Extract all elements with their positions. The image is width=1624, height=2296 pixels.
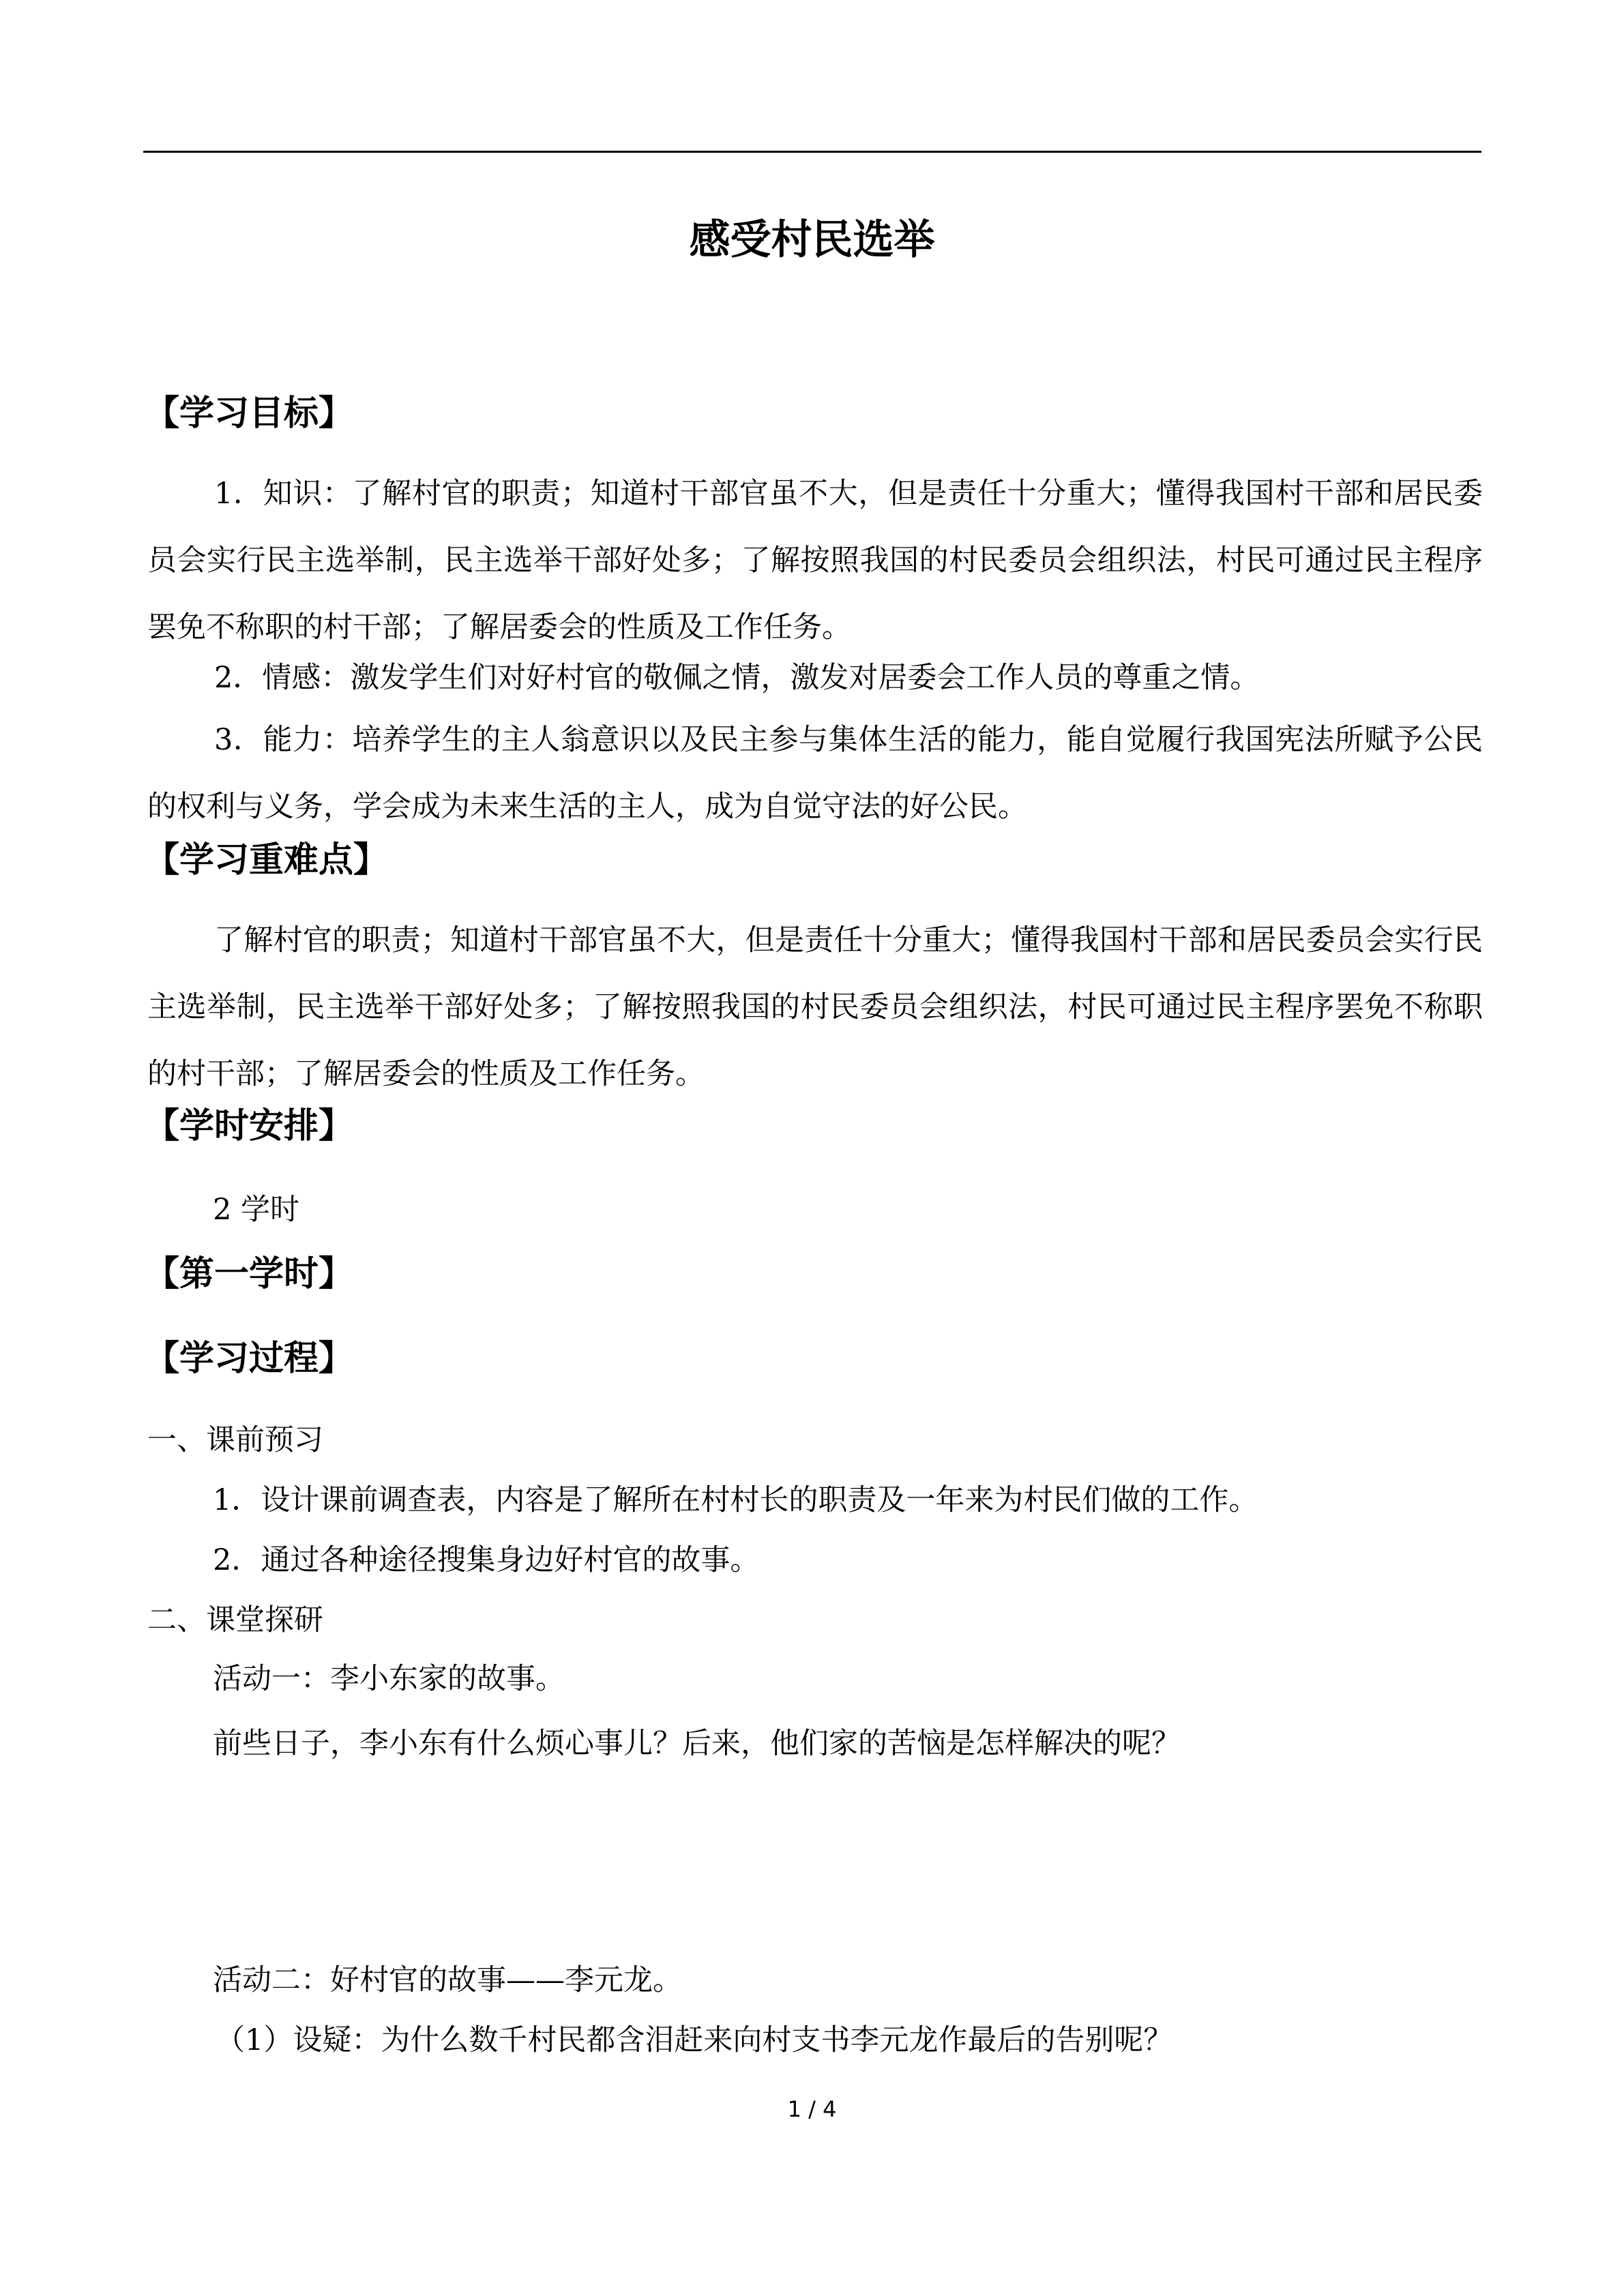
objective-emotion: 2．情感：激发学生们对好村官的敬佩之情，激发对居委会工作人员的尊重之情。 xyxy=(214,661,1260,695)
heading-schedule: 【学时安排】 xyxy=(145,1106,354,1146)
objective-knowledge: 1．知识：了解村官的职责；知道村干部官虽不大，但是责任十分重大；懂得我国村干部和居民委员会实行民主选举制，民主选举干部好处多；了解按照我国的村民委员会组织法，村民可通过民主程序罢免不称职的村干部；了解居委会的性质及工作任务。 xyxy=(147,477,1483,644)
activity-two: 活动二：好村官的故事——李元龙。 xyxy=(213,1963,682,1997)
activity-one: 活动一：李小东家的故事。 xyxy=(213,1662,565,1696)
activity-two-question: （1）设疑：为什么数千村民都含泪赶来向村支书李元龙作最后的告别呢？ xyxy=(216,2023,1173,2057)
key-points-text: 了解村官的职责；知道村干部官虽不大，但是责任十分重大；懂得我国村干部和居民委员会实行民主选举制，民主选举干部好处多；了解按照我国的村民委员会组织法，村民可通过民主程序罢免不称职的村干部；了解居委会的性质及工作任务。 xyxy=(147,923,1483,1091)
header-rule xyxy=(143,151,1481,153)
heading-key-points: 【学习重难点】 xyxy=(145,840,389,880)
document-title: 感受村民选举 xyxy=(689,216,935,264)
activity-one-question: 前些日子，李小东有什么烦心事儿？后来，他们家的苦恼是怎样解决的呢？ xyxy=(213,1727,1181,1761)
preview-item-1: 1．设计课前调查表，内容是了解所在村村长的职责及一年来为村民们做的工作。 xyxy=(213,1483,1258,1517)
heading-process: 【学习过程】 xyxy=(145,1339,354,1379)
objective-ability: 3．能力：培养学生的主人翁意识以及民主参与集体生活的能力，能自觉履行我国宪法所赋予公民的权利与义务，学会成为未来生活的主人，成为自觉守法的好公民。 xyxy=(147,723,1483,824)
heading-first-period: 【第一学时】 xyxy=(145,1254,354,1294)
page-number: 1 / 4 xyxy=(787,2096,837,2122)
section-preview: 一、课前预习 xyxy=(147,1423,323,1457)
schedule-text: 2 学时 xyxy=(213,1193,300,1227)
preview-item-2: 2．通过各种途径搜集身边好村官的故事。 xyxy=(213,1543,760,1577)
heading-objectives: 【学习目标】 xyxy=(145,393,354,434)
section-classroom: 二、课堂探研 xyxy=(147,1603,323,1637)
